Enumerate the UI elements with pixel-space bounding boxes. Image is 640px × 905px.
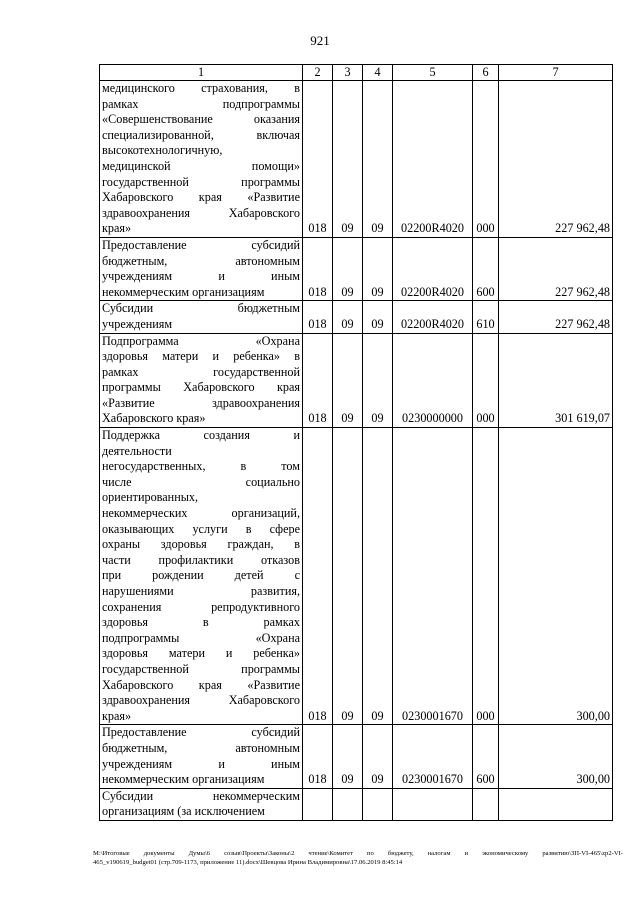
- description-line: ориентированных,: [102, 490, 199, 505]
- description-line: Поддержка создания и: [102, 428, 300, 443]
- description-line: негосударственных, в том: [102, 459, 300, 474]
- subsection-code-cell: 09: [363, 81, 393, 238]
- amount-cell: 227 962,48: [499, 81, 613, 238]
- description-line: числе социально: [102, 474, 300, 489]
- subsection-code-cell: 09: [363, 428, 393, 725]
- footer-line-1: M:\Итоговые документы Думы\6 созыв\Проекты\Законы\2 чтение\Комитет по бюджету, налогам и экономическому развитию\ЗП-VI-465\zp2-VI-: [93, 850, 623, 857]
- description-line: сохранения репродуктивного: [102, 599, 300, 614]
- description-line: учреждениям и иным: [102, 269, 300, 284]
- expense-type-cell: 600: [473, 237, 499, 300]
- table-row: [100, 428, 613, 725]
- expense-type-cell: [473, 788, 499, 820]
- table-row: [100, 81, 613, 238]
- expense-type-cell: 610: [473, 301, 499, 333]
- description-line: здоровья в рамках: [102, 615, 300, 630]
- target-article-cell: 0230001670: [393, 725, 473, 788]
- description-line: специализированной, включая: [102, 127, 300, 142]
- subsection-code-cell: 09: [363, 237, 393, 300]
- table-row: [100, 725, 613, 788]
- ministry-code-cell: 018: [303, 237, 333, 300]
- description-line: здравоохранения Хабаровского: [102, 205, 300, 220]
- row-description: [100, 333, 303, 428]
- description-line: Предоставление субсидий: [102, 725, 300, 740]
- description-line: Субсидии некоммерческим: [102, 788, 300, 803]
- subsection-code-cell: 09: [363, 301, 393, 333]
- description-line: Предоставление субсидий: [102, 237, 300, 252]
- column-header: 2: [303, 65, 333, 81]
- amount-cell: 300,00: [499, 428, 613, 725]
- target-article-cell: 02200R4020: [393, 301, 473, 333]
- table-row: [100, 301, 613, 333]
- document-footer-path: [93, 849, 623, 867]
- row-description: [100, 428, 303, 725]
- row-description: [100, 81, 303, 238]
- ministry-code-cell: 018: [303, 301, 333, 333]
- page-number: 921: [310, 33, 330, 48]
- description-line: бюджетным, автономным: [102, 740, 300, 755]
- ministry-code-cell: 018: [303, 81, 333, 238]
- amount-cell: 227 962,48: [499, 301, 613, 333]
- row-description: [100, 788, 303, 820]
- target-article-cell: 0230001670: [393, 428, 473, 725]
- description-line: Подпрограмма «Охрана: [102, 333, 300, 348]
- budget-table: [99, 64, 613, 821]
- description-line: охраны здоровья граждан, в: [102, 537, 300, 552]
- column-header: 7: [499, 65, 613, 81]
- description-line: бюджетным, автономным: [102, 253, 300, 268]
- row-description: [100, 725, 303, 788]
- ministry-code-cell: 018: [303, 333, 333, 428]
- description-line: здоровья матери и ребенка» в: [102, 349, 300, 364]
- target-article-cell: 02200R4020: [393, 237, 473, 300]
- table-row: [100, 237, 613, 300]
- amount-cell: 227 962,48: [499, 237, 613, 300]
- ministry-code-cell: [303, 788, 333, 820]
- description-line: медицинского страхования, в: [102, 81, 300, 95]
- section-code-cell: 09: [333, 301, 363, 333]
- expense-type-cell: 000: [473, 333, 499, 428]
- table-header-row: [100, 65, 613, 81]
- description-line: деятельности: [102, 443, 172, 458]
- column-header: 4: [363, 65, 393, 81]
- expense-type-cell: 000: [473, 81, 499, 238]
- table-row: [100, 333, 613, 428]
- description-line: рамках государственной: [102, 364, 300, 379]
- description-line: некоммерческих организаций,: [102, 506, 300, 521]
- subsection-code-cell: 09: [363, 725, 393, 788]
- description-line: «Развитие здравоохранения: [102, 395, 300, 410]
- section-code-cell: 09: [333, 333, 363, 428]
- description-line: здравоохранения Хабаровского: [102, 693, 300, 708]
- table-row: [100, 788, 613, 820]
- description-line: учреждениям и иным: [102, 756, 300, 771]
- row-description: [100, 237, 303, 300]
- ministry-code-cell: 018: [303, 428, 333, 725]
- section-code-cell: 09: [333, 428, 363, 725]
- description-line: края»: [102, 221, 132, 236]
- section-code-cell: 09: [333, 237, 363, 300]
- ministry-code-cell: 018: [303, 725, 333, 788]
- description-line: программы Хабаровского края: [102, 380, 300, 395]
- description-line: государственной программы: [102, 661, 300, 676]
- column-header: 5: [393, 65, 473, 81]
- description-line: государственной программы: [102, 174, 300, 189]
- footer-line-2: 465_v190619_budget01 (стр.709-1173, приложение 11).docx\Шевцова Ирина Владимировна\17.06.2019 8:45:14: [93, 859, 403, 866]
- section-code-cell: 09: [333, 81, 363, 238]
- target-article-cell: 02200R4020: [393, 81, 473, 238]
- description-line: нарушениями развития,: [102, 584, 300, 598]
- expense-type-cell: 000: [473, 428, 499, 725]
- description-line: организациям (за исключением: [102, 804, 265, 819]
- description-line: высокотехнологичную,: [102, 143, 223, 158]
- amount-cell: 300,00: [499, 725, 613, 788]
- description-line: части профилактики отказов: [102, 552, 300, 567]
- description-line: оказывающих услуги в сфере: [102, 521, 300, 536]
- subsection-code-cell: 09: [363, 333, 393, 428]
- description-line: Хабаровского края «Развитие: [102, 677, 300, 692]
- amount-cell: [499, 788, 613, 820]
- target-article-cell: 0230000000: [393, 333, 473, 428]
- description-line: подпрограммы «Охрана: [102, 630, 300, 645]
- amount-cell: 301 619,07: [499, 333, 613, 428]
- column-header: 6: [473, 65, 499, 81]
- description-line: при рождении детей с: [102, 568, 300, 583]
- description-line: Хабаровского края»: [102, 411, 206, 426]
- description-line: учреждениям: [102, 316, 173, 331]
- subsection-code-cell: [363, 788, 393, 820]
- description-line: здоровья матери и ребенка»: [102, 646, 300, 661]
- description-line: некоммерческим организациям: [102, 284, 265, 299]
- description-line: рамках подпрограммы: [102, 96, 300, 111]
- description-line: Субсидии бюджетным: [102, 301, 300, 316]
- description-line: некоммерческим организациям: [102, 772, 265, 787]
- row-description: [100, 301, 303, 333]
- section-code-cell: 09: [333, 725, 363, 788]
- description-line: медицинской помощи»: [102, 158, 300, 173]
- target-article-cell: [393, 788, 473, 820]
- column-header: 1: [100, 65, 303, 81]
- description-line: «Совершенствование оказания: [102, 112, 300, 127]
- description-line: Хабаровского края «Развитие: [102, 190, 300, 205]
- description-line: края»: [102, 708, 132, 723]
- section-code-cell: [333, 788, 363, 820]
- expense-type-cell: 600: [473, 725, 499, 788]
- column-header: 3: [333, 65, 363, 81]
